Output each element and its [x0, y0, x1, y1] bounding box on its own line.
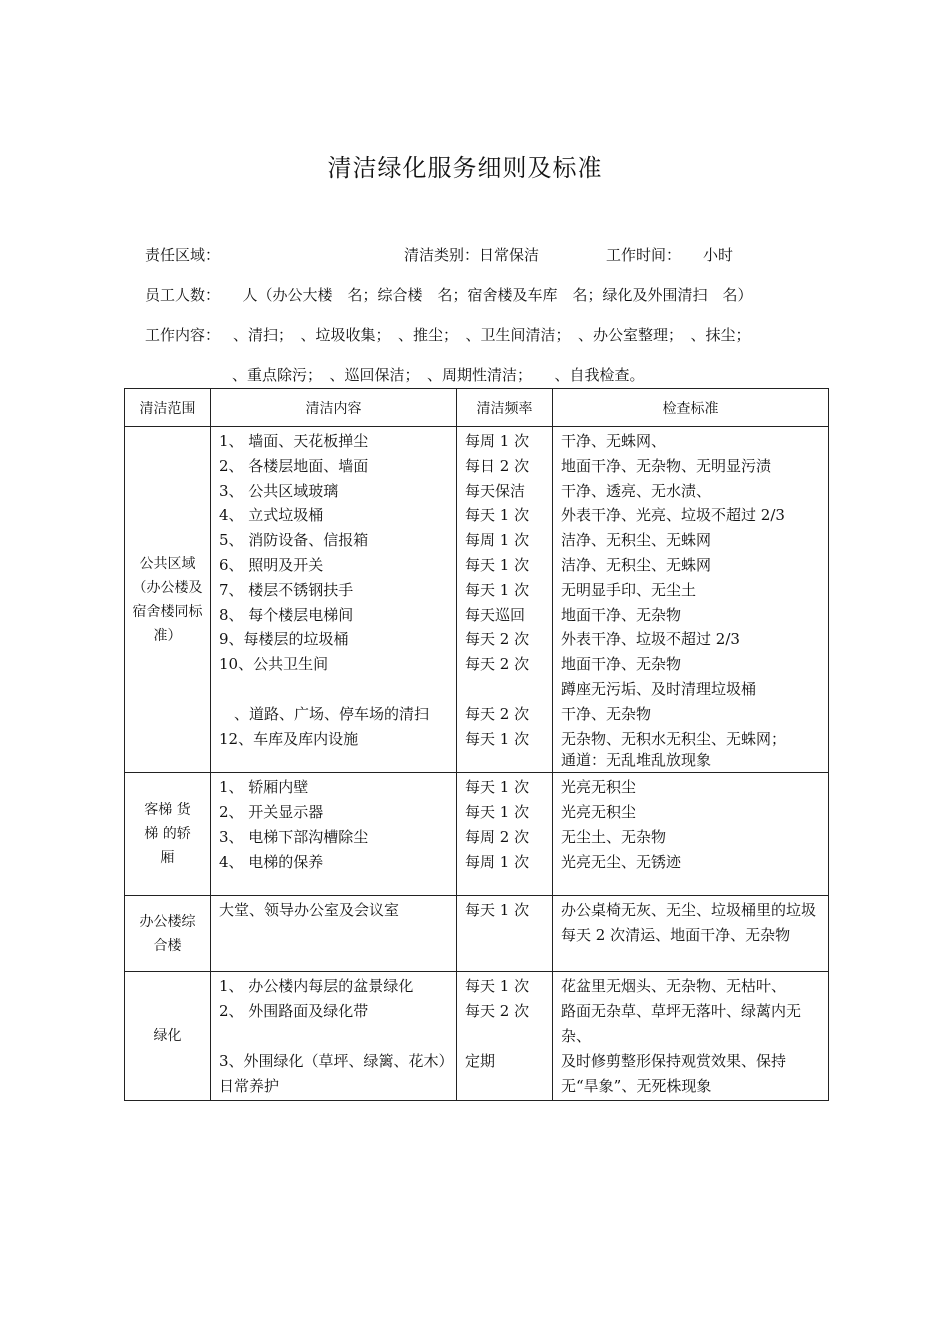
frequency-item: 每天 2 次: [465, 704, 530, 723]
frequency-item: 每天 2 次: [465, 1002, 530, 1021]
frequency-item: 每天 1 次: [465, 729, 530, 748]
cleaning-type: 清洁类别：日常保洁: [404, 246, 540, 264]
frequency-item: 定期: [465, 1051, 496, 1070]
responsibility-area-label: 责任区域：: [145, 246, 221, 264]
frequency-item: 每天 2 次: [465, 630, 530, 649]
standard-item: 蹲座无污垢、及时清理垃圾桶: [561, 679, 757, 698]
content-item: 5、 消防设备、信报箱: [219, 531, 369, 550]
content-item: 10、公共卫生间: [219, 655, 329, 674]
content-item: 3、 公共区域玻璃: [219, 481, 339, 500]
standard-item: 外表干净、垃圾不超过 2/3: [561, 630, 740, 649]
content-item: 12、车库及库内设施: [219, 729, 359, 748]
content-item: 4、 电梯的保养: [219, 852, 324, 871]
header-frequency: 清洁频率: [457, 389, 553, 427]
staff-line: 员工人数： 人（办公大楼 名；综合楼 名；宿舍楼及车库 名；绿化及外围清扫 名）: [145, 286, 753, 304]
standard-item: 地面干净、无杂物: [561, 605, 682, 624]
content-item: [219, 751, 448, 770]
standard-item: 光亮无尘、无锈迹: [561, 852, 682, 871]
frequency-item: 每天巡回: [465, 605, 526, 624]
standard-cell: [553, 773, 829, 896]
content-item: 1、 墙面、天花板掸尘: [219, 432, 369, 450]
standard-item: 光亮无积尘: [561, 778, 637, 797]
header-content: 清洁内容: [211, 389, 457, 427]
service-standard-table: [124, 388, 829, 1101]
standard-item: 及时修剪整形保持观赏效果、保持无“旱象”、无死株现象: [561, 1051, 787, 1095]
content-item: 7、 楼层不锈钢扶手: [219, 580, 354, 599]
frequency-item: 每天 1 次: [465, 555, 530, 574]
standard-item: 干净、无蛛网、: [561, 432, 667, 450]
content-item: 1、 办公楼内每层的盆景绿化: [219, 977, 414, 996]
standard-item: 通道：无乱堆乱放现象: [561, 751, 712, 770]
content-item: 9、每楼层的垃圾桶: [219, 630, 349, 649]
standard-cell: [553, 896, 829, 972]
work-content-items: 、清扫； 、垃圾收集； 、推尘； 、卫生间清洁； 、办公室整理； 、抹尘；: [233, 326, 751, 344]
frequency-cell: [457, 896, 553, 972]
standard-item: 无杂物、无积水无积尘、无蛛网；: [561, 729, 787, 748]
content-cell: [211, 427, 457, 773]
header-standard: 检查标准: [553, 389, 829, 427]
frequency-item: 每周 1 次: [465, 531, 530, 550]
content-item: 2、 开关显示器: [219, 803, 324, 822]
content-item: [219, 677, 448, 702]
frequency-item: 每天 1 次: [465, 803, 530, 822]
standard-item: 洁净、无积尘、无蛛网: [561, 531, 712, 550]
standard-item: 路面无杂草、草坪无落叶、绿蓠内无杂、: [561, 1002, 802, 1045]
content-item: 3、外围绿化（草坪、绿篱、花木）日常养护: [219, 1051, 447, 1095]
content-item: 1、 轿厢内壁: [219, 778, 309, 797]
standard-item: 无尘土、无杂物: [561, 827, 667, 846]
frequency-item: 每日 2 次: [465, 456, 530, 475]
frequency-cell: [457, 972, 553, 1101]
table-header-row: [125, 389, 829, 427]
table-row: [125, 773, 829, 896]
content-item: 、道路、广场、停车场的清扫: [219, 704, 430, 723]
frequency-item: [465, 1024, 544, 1049]
frequency-item: 每天 1 次: [465, 977, 530, 996]
frequency-cell: [457, 773, 553, 896]
header-scope: 清洁范围: [125, 389, 211, 427]
content-cell: [211, 896, 457, 972]
table-row: [125, 972, 829, 1101]
info-line-area: [145, 244, 845, 266]
content-item: 2、 外围路面及绿化带: [219, 1002, 369, 1021]
standard-item: 无明显手印、无尘土: [561, 580, 697, 599]
content-item: 4、 立式垃圾桶: [219, 506, 324, 525]
content-cell: [211, 773, 457, 896]
standard-item: 外表干净、光亮、垃圾不超过 2/3: [561, 506, 785, 525]
standard-item: 光亮无积尘: [561, 803, 637, 822]
content-cell: [211, 972, 457, 1101]
table-row: [125, 427, 829, 773]
frequency-item: [465, 751, 544, 770]
work-content-label: 工作内容：: [145, 326, 221, 344]
standard-cell: [553, 972, 829, 1101]
scope-cell: 客梯 货梯 的轿厢: [125, 773, 211, 896]
document-title: 清洁绿化服务细则及标准: [327, 154, 603, 182]
standard-item: 办公桌椅无灰、无尘、垃圾桶里的垃圾每天 2 次清运、地面干净、无杂物: [561, 901, 817, 945]
scope-cell: 办公楼综合楼: [125, 896, 211, 972]
frequency-item: 每周 1 次: [465, 432, 530, 450]
frequency-item: 每天 1 次: [465, 778, 530, 797]
work-time-label: 工作时间：: [606, 246, 682, 264]
standard-item: 干净、无杂物: [561, 704, 652, 723]
standard-item: 地面干净、无杂物: [561, 655, 682, 674]
scope-cell: 绿化: [125, 972, 211, 1101]
frequency-item: 每天 1 次: [465, 580, 530, 599]
content-item: 2、 各楼层地面、墙面: [219, 456, 369, 475]
content-item: 8、 每个楼层电梯间: [219, 605, 354, 624]
scope-cell: 公共区域（办公楼及宿舍楼同标准）: [125, 427, 211, 773]
content-item: [219, 1024, 448, 1049]
content-item: 3、 电梯下部沟槽除尘: [219, 827, 369, 846]
work-time-unit: 小时: [703, 246, 734, 264]
content-item: 大堂、领导办公室及会议室: [219, 901, 400, 920]
standard-cell: [553, 427, 829, 773]
standard-item: 洁净、无积尘、无蛛网: [561, 555, 712, 574]
frequency-item: [465, 677, 544, 702]
standard-item: 干净、透亮、无水渍、: [561, 481, 712, 500]
frequency-item: 每天保洁: [465, 481, 526, 500]
frequency-cell: [457, 427, 553, 773]
frequency-item: 每周 1 次: [465, 852, 530, 871]
content-item: 6、 照明及开关: [219, 555, 324, 574]
standard-item: 地面干净、无杂物、无明显污渍: [561, 456, 772, 475]
frequency-item: 每周 2 次: [465, 827, 530, 846]
standard-item: 花盆里无烟头、无杂物、无枯叶、: [561, 977, 787, 996]
table-row: [125, 896, 829, 972]
frequency-item: 每天 1 次: [465, 901, 530, 920]
work-content-line: [145, 324, 845, 346]
frequency-item: 每天 1 次: [465, 506, 530, 525]
work-content-line-2: 、重点除污； 、巡回保洁； 、周期性清洁； 、自我检查。: [232, 366, 645, 384]
frequency-item: 每天 2 次: [465, 655, 530, 674]
